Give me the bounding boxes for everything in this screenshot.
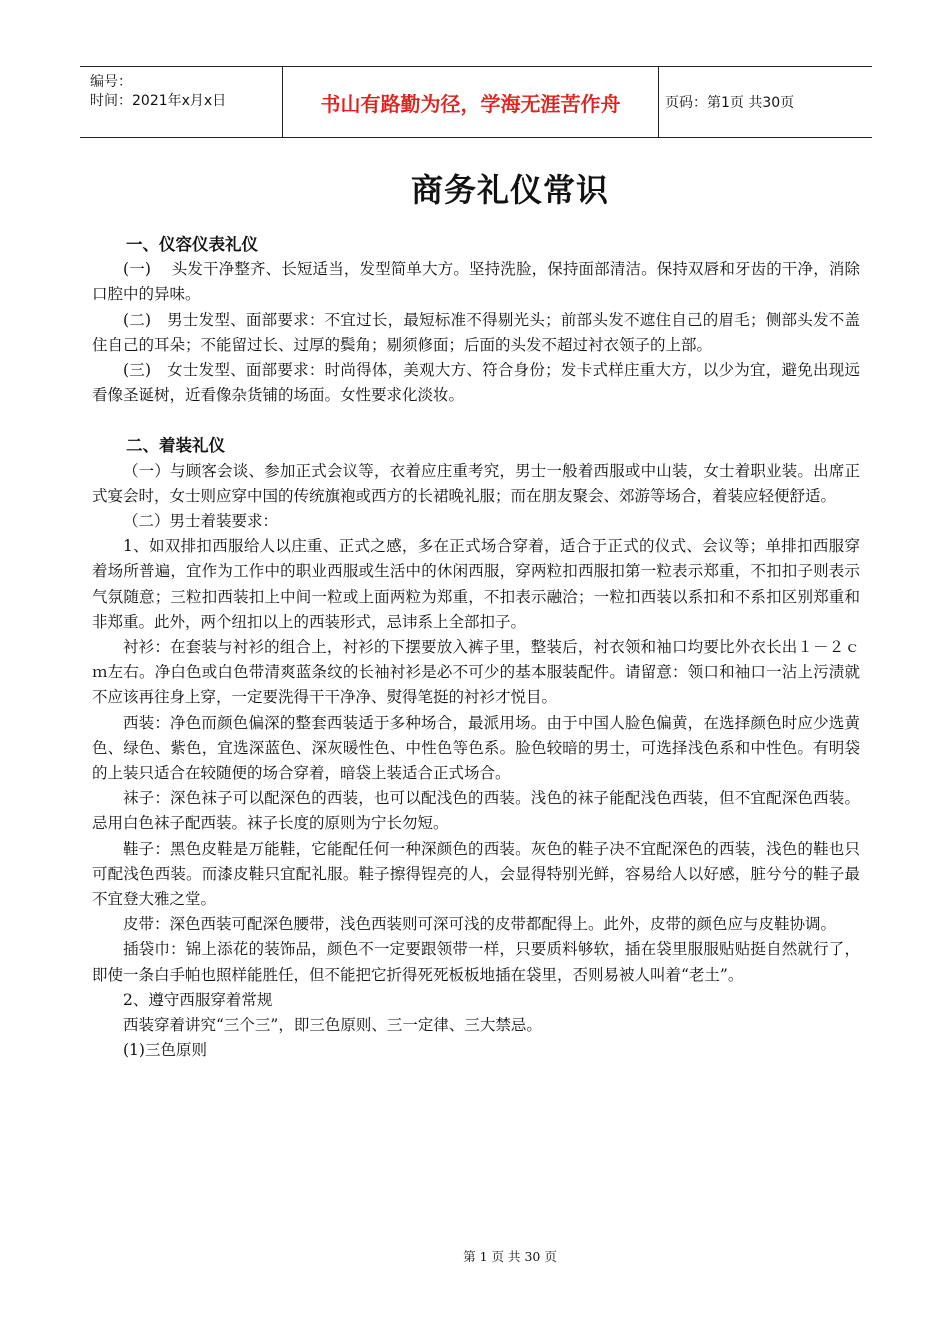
header-page-info: 页码：第1页 共30页: [665, 95, 795, 111]
paragraph: 西装：净色而颜色偏深的整套西装适于多种场合，最派用场。由于中国人脸色偏黄，在选择颜色时应少选黄色、绿色、紫色，宜选深蓝色、深灰暖性色、中性色等色系。脸色较暗的男士，可选择浅色系和中性色。有明袋的上装只适合在较随便的场合穿着，暗袋上装适合正式场合。: [92, 713, 860, 783]
paragraph: （二）男士着装要求：: [123, 512, 279, 531]
document-header: [80, 66, 872, 138]
spacer: [92, 408, 860, 433]
document-body: [92, 232, 860, 1064]
paragraph: 袜子：深色袜子可以配深色的西装，也可以配浅色的西装。浅色的袜子能配浅色西装，但不宜配深色西装。忌用白色袜子配西装。袜子长度的原则为宁长勿短。: [92, 789, 860, 833]
paragraph: 1、如双排扣西服给人以庄重、正式之感，多在正式场合穿着，适合于正式的仪式、会议等；单排扣西服穿着场所普遍，宜作为工作中的职业西服或生活中的休闲西服，穿两粒扣西服扣第一粒表示郑重，不扣扣子则表示气氛随意；三粒扣西装扣上中间一粒或上面两粒为郑重，不扣表示融洽；一粒扣西装以系扣和不系扣区别郑重和非郑重。此外，两个纽扣以上的西装形式，忌讳系上全部扣子。: [92, 537, 860, 631]
paragraph: 衬衫：在套装与衬衫的组合上，衬衫的下摆要放入裤子里，整装后，衬衣领和袖口均要比外衣长出１－２ｃｍ左右。净白色或白色带清爽蓝条纹的长袖衬衫是必不可少的基本服装配件。请留意：领口和袖口一沾上污渍就不应该再往身上穿，一定要洗得干干净净、熨得笔挺的衬衫才悦目。: [92, 638, 860, 707]
paragraph: (一) 头发干净整齐、长短适当，发型简单大方。坚持洗脸，保持面部清洁。保持双唇和牙齿的干净，消除口腔中的异味。: [92, 260, 860, 304]
header-motto: 书山有路勤为径，学海无涯苦作舟: [320, 91, 621, 116]
section-heading: 一、仪容仪表礼仪: [126, 235, 258, 254]
paragraph: 鞋子：黑色皮鞋是万能鞋，它能配任何一种深颜色的西装。灰色的鞋子决不宜配深色的西装，浅色的鞋也只可配浅色西装。而漆皮鞋只宜配礼服。鞋子擦得锃亮的人，会显得特别光鲜，容易给人以好感，脏兮兮的鞋子最不宜登大雅之堂。: [92, 839, 860, 909]
paragraph: (二) 男士发型、面部要求：不宜过长，最短标准不得剔光头；前部头发不遮住自己的眉毛；侧部头发不盖住自己的耳朵；不能留过长、过厚的鬓角；剔须修面；后面的头发不超过衬衣领子的上部。: [92, 310, 860, 354]
header-meta-cell: [80, 67, 281, 137]
document-title: 商务礼仪常识: [410, 171, 609, 209]
paragraph: 西装穿着讲究“三个三”，即三色原则、三一定律、三大禁忌。: [123, 1016, 542, 1035]
paragraph: （一）与顾客会谈、参加正式会议等，衣着应庄重考究，男士一般着西服或中山装，女士着职业装。出席正式宴会时，女士则应穿中国的传统旗袍或西方的长裙晚礼服；而在朋友聚会、郊游等场合，着装应轻便舒适。: [92, 461, 860, 505]
paragraph: (1)三色原则: [123, 1041, 207, 1060]
paragraph: 皮带：深色西装可配深色腰带，浅色西装则可深可浅的皮带都配得上。此外，皮带的颜色应与皮鞋协调。: [123, 915, 837, 934]
paragraph: (三) 女士发型、面部要求：时尚得体，美观大方、符合身份；发卡式样庄重大方，以少为宜，避免出现远看像圣诞树，近看像杂货铺的场面。女性要求化淡妆。: [92, 361, 860, 405]
number-label: 编号：: [90, 74, 132, 90]
paragraph: 插袋巾：锦上添花的装饰品，颜色不一定要跟领带一样，只要质料够软，插在袋里服服贴贴挺自然就行了，即使一条白手帕也照样能胜任，但不能把它折得死死板板地插在袋里，否则易被人叫着“老土”。: [92, 940, 860, 984]
paragraph: 2、遵守西服穿着常规: [123, 990, 273, 1009]
page-footer: 第 1 页 共 30 页: [463, 1249, 557, 1264]
time-label: 时间：2021年x月x日: [90, 93, 227, 109]
section-heading: 二、着装礼仪: [126, 436, 225, 456]
header-divider: [658, 67, 659, 137]
